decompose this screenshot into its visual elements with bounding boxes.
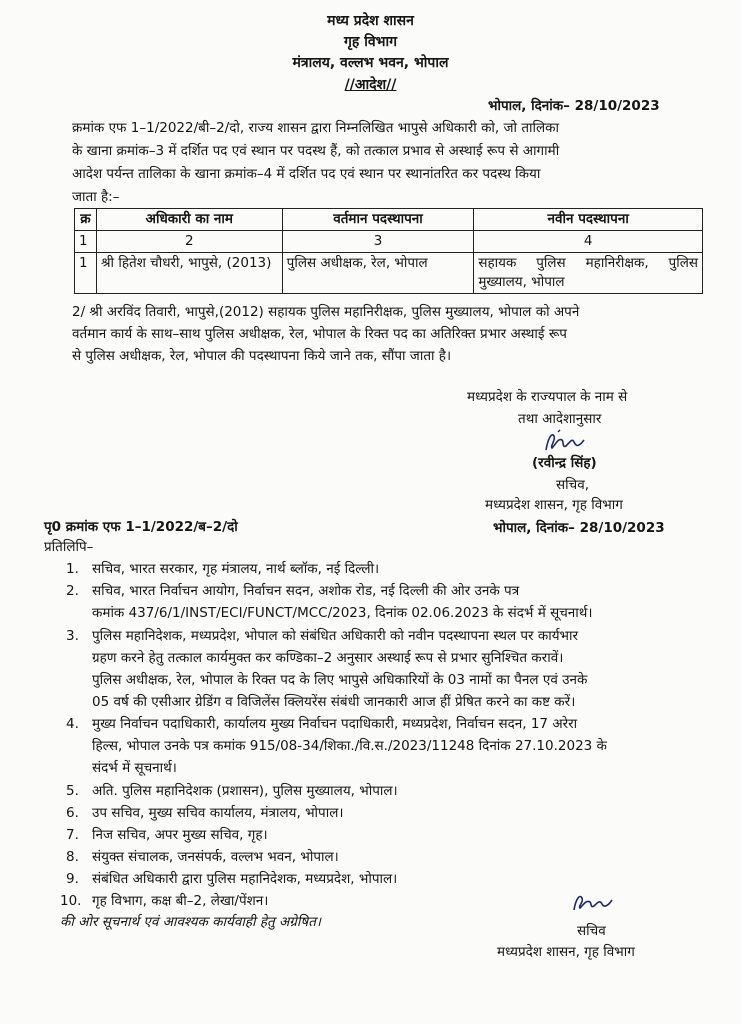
list-number: 7. <box>66 827 79 843</box>
signatory-name: (रवीन्द्र सिंह) <box>532 455 597 471</box>
list-number: 3. <box>66 628 79 644</box>
index-cell: 1 <box>75 231 97 253</box>
list-text-cont: हिल्स, भोपाल उनके पत्र कमांक 915/08-34/शिका./वि.स./2023/11248 दिनांक 27.10.2023 के <box>92 738 607 754</box>
closing-line: की ओर सूचनार्थ एवं आवश्यक कार्यवाही हेतु अग्रेषित। <box>60 914 322 930</box>
order-title: //आदेश// <box>344 77 397 93</box>
list-text-cont: 05 वर्ष की एसीआर ग्रेडिंग व विजिलेंस क्लियरेंस संबंधी जानकारी आज हीं प्रेषित करने का कष्ट करें। <box>92 694 576 710</box>
para2-line3: से पुलिस अधीक्षक, रेल, भोपाल की पदस्थापना किये जाने तक, सौंपा जाता है। <box>72 348 452 364</box>
table-header-row <box>75 209 703 231</box>
list-number: 8. <box>66 849 79 865</box>
list-item <box>66 580 519 603</box>
cell-current-posting: पुलिस अधीक्षक, रेल, भोपाल <box>282 253 474 294</box>
para2-line2: वर्तमान कार्य के साथ–साथ पुलिस अधीक्षक, रेल, भोपाल के रिक्त पद का अतिरिक्त प्रभार अस्थाई रूप <box>72 326 567 342</box>
list-item <box>60 890 268 913</box>
footer-signature-mark <box>568 890 616 920</box>
list-text: अति. पुलिस महानिदेशक (प्रशासन), पुलिस मुख्यालय, भोपाल। <box>92 783 398 799</box>
signatory-line1: मध्यप्रदेश के राज्यपाल के नाम से <box>467 389 628 405</box>
footer-designation: सचिव <box>577 923 606 939</box>
cell-new-posting: सहायक पुलिस महानिरीक्षक, पुलिस मुख्यालय, भोपाल <box>474 253 703 294</box>
signatory-dept: मध्यप्रदेश शासन, गृह विभाग <box>485 497 623 513</box>
signatory-line2: तथा आदेशानुसार <box>518 411 602 427</box>
col-header-officer: अधिकारी का नाम <box>96 209 282 231</box>
para1-line4: जाता है:– <box>72 189 120 205</box>
list-text: संयुक्त संचालक, जनसंपर्क, वल्लभ भवन, भोपाल। <box>92 849 339 865</box>
col-header-sno: क्र <box>75 209 97 231</box>
cell-sno: 1 <box>75 253 97 294</box>
list-text: उप सचिव, मुख्य सचिव कार्यालय, मंत्रालय, भोपाल। <box>92 805 344 821</box>
list-text-cont: कमांक 437/6/1/INST/ECI/FUNCT/MCC/2023, दिनांक 02.06.2023 के संदर्भ में सूचनार्थ। <box>92 605 593 621</box>
list-text: गृह विभाग, कक्ष बी–2, लेखा/पेंशन। <box>92 893 269 909</box>
list-item <box>66 824 268 847</box>
list-text: मुख्य निर्वाचन पदाधिकारी, कार्यालय मुख्य निर्वाचन पदाधिकारी, मध्यप्रदेश, निर्वाचन सदन, 17 अरेरा <box>92 716 578 732</box>
table-row <box>75 253 703 294</box>
col-header-current: वर्तमान पदस्थापना <box>282 209 474 231</box>
list-item <box>66 625 578 648</box>
header-dept: गृह विभाग <box>344 34 397 50</box>
list-number: 6. <box>66 805 79 821</box>
signatory-designation: सचिव, <box>556 477 589 493</box>
list-number: 10. <box>60 893 82 909</box>
list-text: सचिव, भारत सरकार, गृह मंत्रालय, नार्थ ब्लॉक, नई दिल्ली। <box>92 561 380 577</box>
list-item <box>66 868 397 891</box>
list-item <box>66 802 344 825</box>
list-number: 9. <box>66 871 79 887</box>
footer-dept: मध्यप्रदेश शासन, गृह विभाग <box>497 944 635 960</box>
index-cell: 3 <box>282 231 474 253</box>
para1-line3: आदेश पर्यन्त तालिका के खाना क्रमांक–4 में दर्शित पद एवं स्थान पर स्थानांतरित कर पदस्थ किया <box>72 166 541 182</box>
list-item <box>66 846 339 869</box>
para2-line1: 2/ श्री अरविंद तिवारी, भापुसे,(2012) सहायक पुलिस महानिरीक्षक, पुलिस मुख्यालय, भोपाल को अपने <box>72 304 580 320</box>
list-text: संबंधित अधिकारी द्वारा पुलिस महानिदेशक, मध्यप्रदेश, भोपाल। <box>92 871 398 887</box>
list-text: पुलिस महानिदेशक, मध्यप्रदेश, भोपाल को संबंधित अधिकारी को नवीन पदस्थापना स्थल पर कार्यभार <box>92 628 579 644</box>
list-text-cont: ग्रहण करने हेतु तत्काल कार्यमुक्त कर कण्डिका–2 अनुसार अस्थाई रूप से प्रभार सुनिश्चित करावें। <box>92 650 564 666</box>
col-header-new: नवीन पदस्थापना <box>474 209 703 231</box>
list-text-cont: पुलिस अधीक्षक, रेल, भोपाल के रिक्त पद के लिए भापुसे अधिकारियों के 03 नामों का पैनल एवं उनके <box>92 672 588 688</box>
para1-line2: के खाना क्रमांक–3 में दर्शित पद एवं स्थान पर पदस्थ हैं, को तत्काल प्रभाव से अस्थाई रूप से आगामी <box>72 143 560 159</box>
list-item <box>66 713 577 736</box>
list-item <box>66 780 398 803</box>
list-number: 2. <box>66 583 79 599</box>
list-number: 5. <box>66 783 79 799</box>
index-cell: 4 <box>474 231 703 253</box>
list-text: सचिव, भारत निर्वाचन आयोग, निर्वाचन सदन, अशोक रोड, नई दिल्ली की ओर उनके पत्र <box>92 583 520 599</box>
list-item <box>66 558 379 581</box>
para1-line1: क्रमांक एफ 1–1/2022/बी–2/दो, राज्य शासन द्वारा निम्नलिखित भापुसे अधिकारी को, जो तालिका <box>72 120 560 136</box>
list-number: 4. <box>66 716 79 732</box>
copy-label: प्रतिलिपि– <box>44 539 94 555</box>
list-text: निज सचिव, अपर मुख्य सचिव, गृह। <box>92 827 268 843</box>
list-text-cont: संदर्भ में सूचनार्थ। <box>92 760 177 776</box>
transfer-table <box>74 208 703 294</box>
header-address: मंत्रालय, वल्लभ भवन, भोपाल <box>292 55 449 71</box>
header-govt: मध्य प्रदेश शासन <box>327 13 414 29</box>
endorsement-date: भोपाल, दिनांक– 28/10/2023 <box>493 520 665 536</box>
order-date: भोपाल, दिनांक– 28/10/2023 <box>488 98 660 114</box>
cell-officer-name: श्री हितेश चौधरी, भापुसे, (2013) <box>96 253 282 294</box>
table-index-row <box>75 231 703 253</box>
endorsement-ref: पृ0 क्रमांक एफ 1–1/2022/ब–2/दो <box>44 519 238 535</box>
list-number: 1. <box>66 561 79 577</box>
index-cell: 2 <box>96 231 282 253</box>
